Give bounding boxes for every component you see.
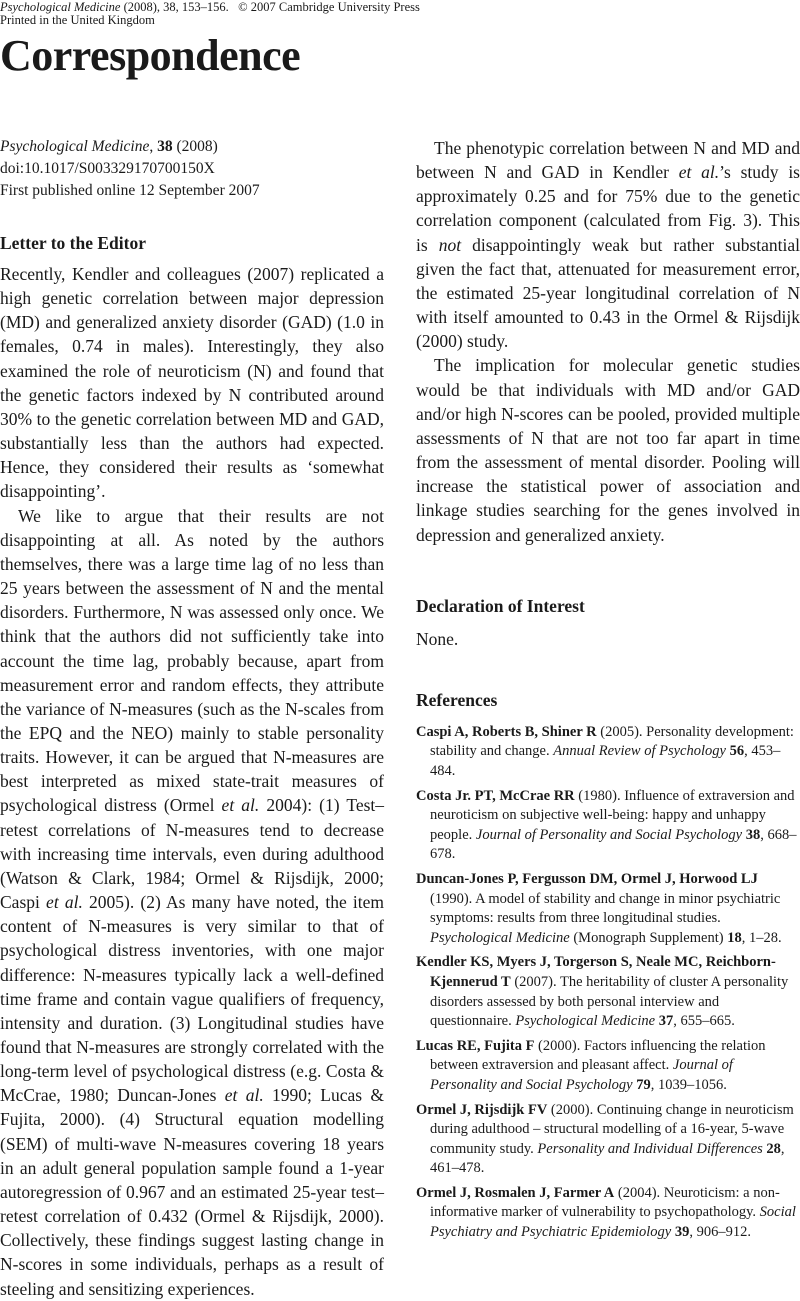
reference-volume: 56 [729,743,745,760]
reference-journal: Psychological Medicine [430,929,570,946]
header-printed: Printed in the United Kingdom [0,13,155,27]
reference-authors: Ormel J, Rosmalen J, Farmer A [416,1184,615,1201]
left-paragraph-2: We like to argue that their results are not disappointing at all. As noted by the authors themselves, there was a large time lag of no less than 25 years between the assessment of N and the mental disorders. Furthermore, N was assessed only once. We think that the authors did not sufficiently take into account the time lag, probably because, apart from measurement error and random effects, they attribute the variance of N-measures (such as the N-scales from the EPQ and the NEO) mainly to stable personality traits. However, it can be argued that N-measures are best interpreted as mixed state-trait measures of psychological distress (Ormel et al. 2004): (1) Test–retest correlations of N-measures tend to decrease with increasing time intervals, even during adulthood (Watson & Clark, 1984; Ormel & Rijsdijk, 2000; Caspi et al. 2005). (2) As many have noted, the item content of N-measures is very similar to that of psychological distress inventories, with one major difference: N-measures typically lack a well-defined time frame and contain vague qualifiers of frequency, intensity and duration. (3) Longitudinal studies have found that N-measures are strongly correlated with the long-term level of psychological distress (e.g. Costa & McCrae, 1980; Duncan-Jones et al. 1990; Lucas & Fujita, 2000). (4) Structural equation modelling (SEM) of multi-wave N-measures covering 18 years in an adult general population sample found a 1-year autoregression of 0.967 and an estimated 25-year test–retest correlation of 0.432 (Ormel & Rijsdijk, 2000). Collectively, these findings suggest lasting change in N-scores in some individuals, perhaps as a result of steeling and sensitizing experiences. [0,505,385,1299]
reference-pages: , 1039–1056. [650,1076,727,1093]
reference-title: (2007). The heritability of cluster A personality disorders assessed by both personal interview and questionnaire. [430,973,789,1030]
reference-journal: Journal of Personality and Social Psychology [475,826,743,843]
reference-authors: Costa Jr. PT, McCrae RR [416,787,575,804]
right-column [416,136,800,1248]
left-paragraph-1: Recently, Kendler and colleagues (2007) replicated a high genetic correlation between major depression (MD) and generalized anxiety disorder (GAD) (1.0 in females, 0.74 in males). Interestingly, they also examined the role of neuroticism (N) and found that the genetic factors indexed by N contributed around 30% to the genetic correlation between MD and GAD, substantially less than the authors had expected. Hence, they considered their results as ‘somewhat disappointing’. [0,264,384,502]
reference-journal: Social Psychiatry and Psychiatric Epidemiology [430,1204,796,1241]
reference-volume: 79 [636,1076,651,1093]
reference-item [416,787,800,865]
right-paragraph-2: The implication for molecular genetic studies would be that individuals with MD and/or GAD and/or high N-scores can be pooled, provided multiple assessments of N that are not too far apart in time from the assessment of mental disorder. Pooling will increase the statistical power of association and linkage studies searching for the genes involved in depression and generalized anxiety. [416,355,800,545]
reference-volume: 37 [658,1013,674,1030]
header-copyright: © 2007 Cambridge University Press [238,0,420,14]
reference-item [416,953,800,1031]
reference-journal: Annual Review of Psychology [553,743,726,760]
declaration-text: None. [416,628,459,649]
right-paragraph-1: The phenotypic correlation between N and MD and between N and GAD in Kendler et al.’s study is approximately 0.25 and for 75% due to the genetic correlation component (calculated from Fig. 3). This is not disappointingly weak but rather substantial given the fact that, attenuated for measurement error, the estimated 25-year longitudinal correlation of N with itself amounted to 0.43 in the Ormel & Rijsdijk (2000) study. [416,138,800,352]
reference-title: (2000). Factors influencing the relation between extraversion and pleasant affect. [430,1037,766,1074]
reference-item [416,1184,800,1243]
left-column [0,136,384,1301]
reference-authors: Ormel J, Rijsdijk FV [416,1101,548,1118]
reference-title: (2000). Continuing change in neuroticism during adulthood – structural modelling of a 16-year, 5-wave community study. [430,1101,794,1157]
reference-volume: 39 [674,1224,690,1241]
meta-journal: Psychological Medicine [0,138,150,155]
reference-authors: Caspi A, Roberts B, Shiner R [416,723,597,740]
meta-published: First published online 12 September 2007 [0,182,260,199]
letter-heading: Letter to the Editor [0,233,146,253]
reference-item [416,1037,800,1096]
meta-doi: doi:10.1017/S003329170700150X [0,160,215,177]
header-citation: (2008), 38, 153–156. [120,0,229,14]
reference-pages: , 453–484. [430,743,781,779]
reference-authors: Duncan-Jones P, Fergusson DM, Ormel J, Horwood LJ [416,870,758,887]
reference-title: (2005). Personality development: stability and change. [430,723,794,760]
reference-journal: Personality and Individual Differences [537,1140,763,1157]
reference-authors: Lucas RE, Fujita F [416,1037,535,1054]
reference-item [416,870,800,948]
reference-pages: , 906–912. [689,1224,751,1241]
reference-volume: 38 [745,826,761,843]
meta-journal-line [0,136,384,158]
reference-list [416,723,800,1243]
reference-authors: Kendler KS, Myers J, Torgerson S, Neale MC, Reichborn-Kjennerud T [416,954,776,990]
page-title: Correspondence [0,31,301,80]
reference-title: (1980). Influence of extraversion and neuroticism on subjective well-being: happy and unhappy people. [430,787,795,843]
reference-pages: , 461–478. [430,1140,785,1177]
declaration-heading: Declaration of Interest [416,595,585,616]
reference-item [416,1101,800,1179]
reference-separator: (Monograph Supplement) [569,929,728,946]
reference-title: (1990). A model of stability and change in minor psychiatric symptoms: results from three longitudinal studies. [430,890,781,927]
reference-pages: , 668–678. [430,826,797,863]
reference-pages: , 655–665. [673,1013,735,1030]
reference-volume: 18 [727,929,742,946]
meta-volume: , 38 (2008) [149,138,218,155]
reference-journal: Psychological Medicine [515,1013,656,1030]
references-heading: References [416,689,498,710]
reference-journal: Journal of Personality and Social Psychology [430,1057,733,1093]
reference-volume: 28 [766,1140,781,1157]
reference-item [416,723,800,782]
reference-title: (2004). Neuroticism: a non-informative marker of vulnerability to psychopathology. [430,1184,780,1221]
reference-pages: , 1–28. [741,929,782,946]
header-journal: Psychological Medicine [0,0,121,14]
